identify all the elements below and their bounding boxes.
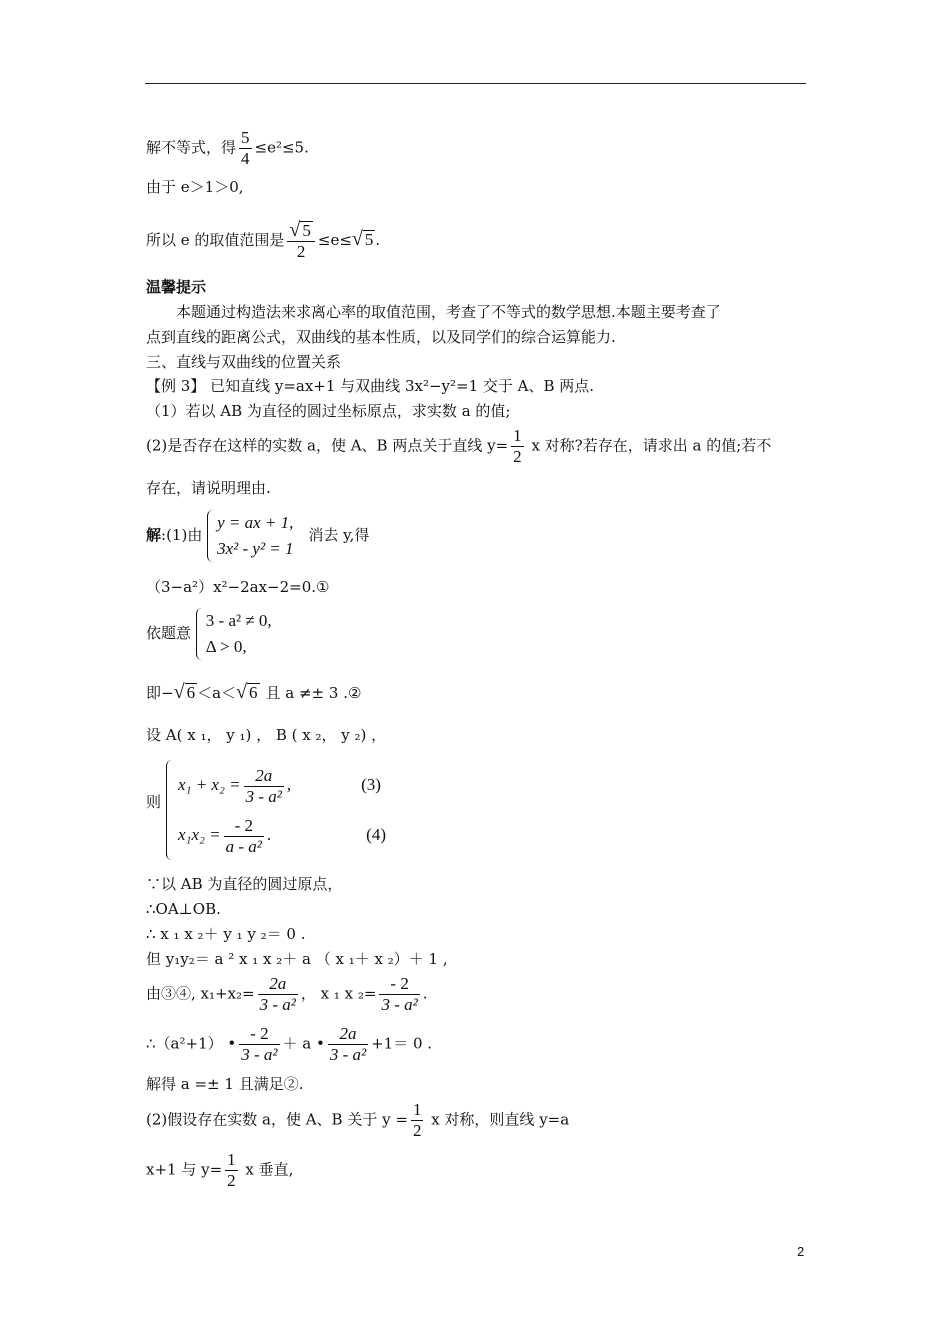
header-rule — [145, 83, 806, 84]
question-2-line-1: (2)是否存在这样的实数 a，使 A、B 两点关于直线 y= $\frac{1}{2}$ x 对称?若存在，请求出 a 的值;若不 — [146, 426, 772, 466]
equation-1: （3−a²）x²−2ax−2=0.① — [146, 578, 330, 596]
line-solution-a: 解得 a =± 1 且满足②. — [146, 1075, 304, 1093]
tip-text-2: 点到直线的距离公式，双曲线的基本性质，以及同学们的综合运算能力. — [146, 328, 616, 346]
section-title: 三、直线与双曲线的位置关系 — [146, 353, 342, 371]
line-inequality-result: 解不等式，得 $\frac{5}{4}$ ≤e²≤5. — [146, 128, 309, 168]
line-because: ∵以 AB 为直径的圆过原点， — [146, 875, 343, 893]
line-e-range: 所以 e 的取值范围是 √ 5 2 ≤e≤ √ 5 . — [146, 219, 381, 261]
sqrt-5: √ 5 — [351, 228, 374, 250]
part-2-line-2: x+1 与 y= $\frac{1}{2}$ x 垂直, — [146, 1150, 294, 1190]
line-y1y2: 但 y₁y₂＝ a ² x ₁ x ₂＋ a （ x ₁＋ x ₂）＋ 1 , — [146, 950, 448, 968]
condition-system: 依题意 3 - a² ≠ 0, Δ > 0, — [146, 608, 272, 660]
example-3: 【例 3】 已知直线 y=ax+1 与双曲线 3x²−y²=1 交于 A、B 两点. — [146, 377, 595, 395]
equation-system: y = ax + 1, 3x² - y² = 1 — [207, 510, 293, 562]
line-a-range: 即− √ 6 ＜a＜ √ 6 且 a ≠± 3 .② — [146, 681, 362, 703]
line-therefore: ∴（a²+1） • $\frac{- 2}{\text{3 - a²}}$ ＋ a • $\frac{2a}{\text{3 - a²}}$ +1＝ 0 . — [146, 1024, 433, 1064]
fraction-5-4: $\frac{5}{4}$ — [241, 128, 250, 168]
sqrt-6: √ 6 — [236, 681, 258, 703]
fraction-1-2: $\frac{1}{2}$ — [513, 426, 522, 466]
tip-text-1: 本题通过构造法来求离心率的取值范围，考查了不等式的数学思想.本题主要考查了 — [176, 303, 721, 321]
sqrt-6: √ 6 — [173, 681, 196, 703]
line-set-points: 设 A( x ₁， y ₁) ， B ( x ₂， y ₂) ， — [146, 726, 387, 744]
vieta-system: 则 x₁ + x₂ = $\frac{2a}{\text{3 - a²}}$ , (3) x₁x₂ = $\frac{- 2}{\text{a - a²}}$ . (4) — [146, 760, 386, 860]
tip-title: 温馨提示 — [146, 278, 207, 296]
solution-system-1: 解:(1)由 y = ax + 1, 3x² - y² = 1 消去 y,得 — [146, 510, 369, 562]
line-substitute: 由③④, x₁+x₂= $\frac{2a}{\text{3 - a²}}$ ， x ₁ x ₂= $\frac{- 2}{\text{3 - a²}}$ . — [146, 974, 428, 1014]
line-e-gt-1: 由于 e＞1＞0, — [146, 178, 244, 196]
vieta-braces: x₁ + x₂ = $\frac{2a}{\text{3 - a²}}$ , (3) x₁x₂ = $\frac{- 2}{\text{a - a²}}$ . (4) — [166, 760, 386, 860]
question-1: （1）若以 AB 为直径的圆过坐标原点，求实数 a 的值; — [146, 402, 511, 420]
condition-braces: 3 - a² ≠ 0, Δ > 0, — [196, 608, 272, 660]
question-2-line-2: 存在，请说明理由. — [146, 479, 271, 497]
page-number: 2 — [797, 1244, 805, 1259]
fraction-sqrt5-2: √ 5 2 — [287, 220, 314, 262]
part-2-line-1: (2)假设存在实数 a，使 A、B 关于 y = $\frac{1}{2}$ x 对称，则直线 y=a — [146, 1100, 570, 1140]
line-dot-product: ∴ x ₁ x ₂＋ y ₁ y ₂＝ 0 . — [146, 925, 306, 943]
line-perpendicular: ∴OA⊥OB. — [146, 900, 221, 918]
